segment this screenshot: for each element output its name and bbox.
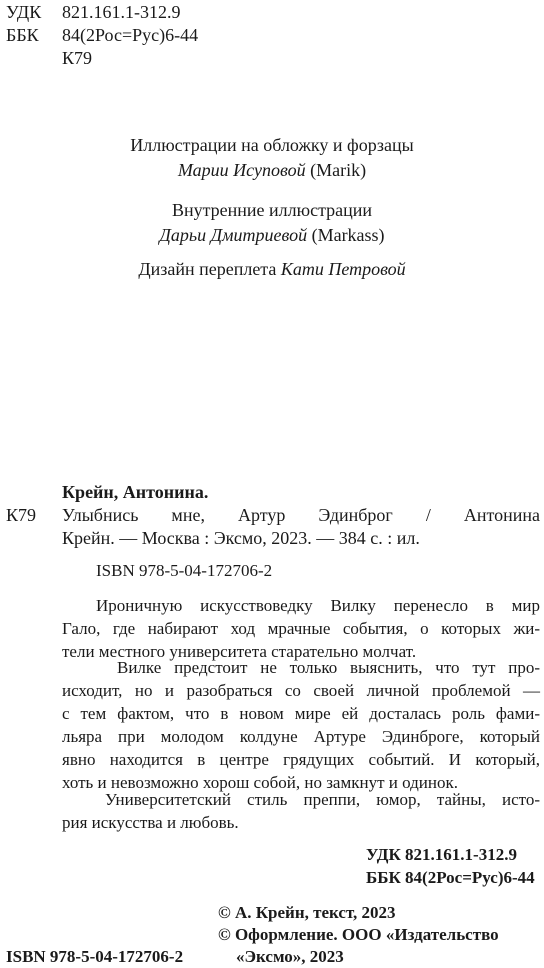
bibliography-imprint-line: Крейн. — Москва : Эксмо, 2023. — 384 с. : ил. — [62, 528, 420, 548]
annotation-line: Гало, где набирают ход мрачные события, о которых жи- — [62, 619, 540, 638]
cover-illustrations-line: Иллюстрации на обложку и форзацы — [130, 135, 414, 155]
cover-designer-name: Кати Петровой — [280, 259, 406, 279]
cover-design-prefix: Дизайн переплета — [138, 259, 277, 279]
annotation-line: Ироничную искусствоведку Вилку перенесло в мир — [96, 596, 540, 615]
inner-artist-alias: (Markass) — [311, 225, 385, 245]
copyright-design-line: © Оформление. ООО «Издательство — [218, 925, 499, 944]
annotation-line: с тем фактом, что в новом мире ей досталась роль фами- — [62, 704, 540, 723]
udk-code: 821.161.1-312.9 — [62, 2, 181, 22]
cover-artist-line — [0, 158, 544, 182]
udk-label: УДК — [6, 2, 42, 22]
bibliography-title-line: Улыбнись мне, Артур Эдинброг / Антонина — [62, 505, 540, 525]
inner-illustrations-line: Внутренние иллюстрации — [171, 200, 373, 220]
bottom-udk-code: УДК 821.161.1-312.9 — [366, 845, 517, 864]
annotation-line: исходит, но и разобраться со своей личной проблемой — — [62, 681, 540, 700]
annotation-line: льяра при молодом колдуне Артуре Эдинброге, который — [62, 727, 540, 746]
annotation-line: тели местного университета старательно молчат. — [62, 642, 417, 661]
bibliography-mark: К79 — [6, 505, 37, 525]
copyright-text-line: © А. Крейн, текст, 2023 — [218, 903, 396, 922]
inner-artist-line — [0, 223, 544, 247]
bbk-code: 84(2Рос=Рус)6-44 — [62, 25, 199, 45]
bottom-bbk-code: ББК 84(2Рос=Рус)6-44 — [366, 868, 535, 887]
cover-artist-name: Марии Исуповой — [177, 160, 306, 180]
cover-artist-alias: (Marik) — [310, 160, 367, 180]
annotation-line: хоть и невозможно хорош собой, но замкнут и одинок. — [62, 773, 458, 792]
annotation-line: явно находится в центре грядущих событий. И который, — [62, 750, 540, 769]
copyright-isbn: ISBN 978-5-04-172706-2 — [6, 947, 184, 966]
cover-design-line — [0, 257, 544, 281]
bbk-label: ББК — [6, 25, 39, 45]
annotation-line: рия искусства и любовь. — [62, 813, 239, 832]
bibliography-isbn: ISBN 978-5-04-172706-2 — [96, 561, 273, 580]
author-heading: Крейн, Антонина. — [62, 482, 209, 502]
copyright-publisher-line: «Эксмо», 2023 — [236, 947, 344, 966]
author-mark: К79 — [62, 48, 93, 68]
inner-artist-name: Дарьи Дмитриевой — [159, 225, 308, 245]
annotation-line: Вилке предстоит не только выяснить, что тут про- — [117, 658, 540, 677]
annotation-line: Университетский стиль преппи, юмор, тайны, исто- — [105, 790, 540, 809]
